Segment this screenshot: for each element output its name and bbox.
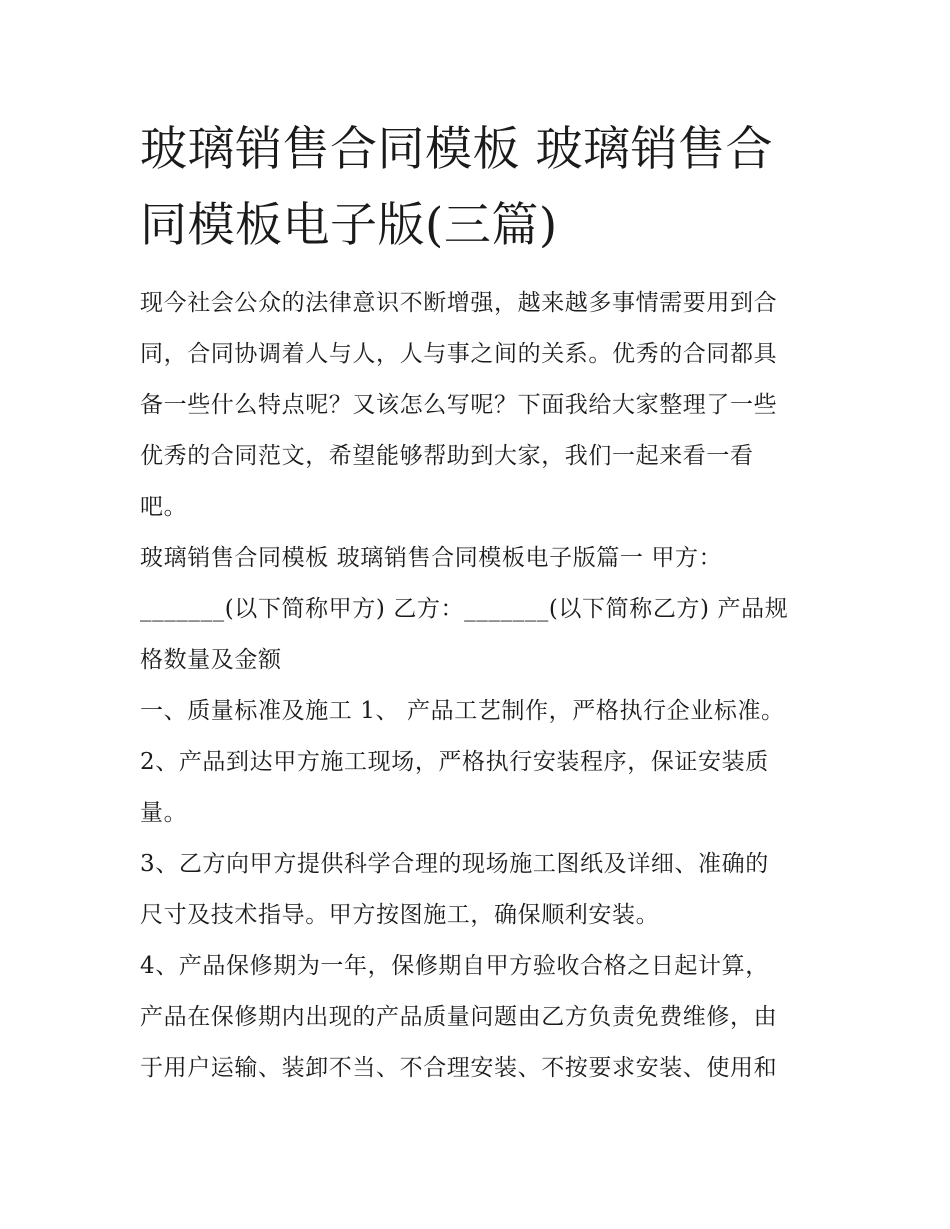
- text-line: 3、乙方向甲方提供科学合理的现场施工图纸及详细、准确的: [140, 851, 769, 877]
- text-line: 吧。: [140, 494, 188, 520]
- text-line: _______(以下简称甲方) 乙方：_______(以下简称乙方) 产品规: [140, 596, 789, 622]
- text-line: 4、产品保修期为一年，保修期自甲方验收合格之日起计算，: [140, 953, 769, 979]
- section-heading-paragraph: [140, 533, 820, 686]
- text-line: 一、质量标准及施工 1、 产品工艺制作，严格执行企业标准。: [140, 698, 785, 724]
- document-body: [140, 112, 820, 1094]
- document-title: [140, 112, 820, 264]
- title-line: 同模板电子版(三篇): [140, 198, 558, 253]
- text-line: 格数量及金额: [140, 647, 282, 673]
- text-line: 产品在保修期内出现的产品质量问题由乙方负责免费维修，由: [140, 1004, 778, 1030]
- text-line: 玻璃销售合同模板 玻璃销售合同模板电子版篇一 甲方：: [140, 545, 723, 571]
- text-line: 同，合同协调着人与人，人与事之间的关系。优秀的合同都具: [140, 341, 778, 367]
- text-line: 优秀的合同范文，希望能够帮助到大家，我们一起来看一看: [140, 443, 754, 469]
- text-line: 量。: [140, 800, 188, 826]
- text-line: 尺寸及技术指导。甲方按图施工，确保顺利安装。: [140, 902, 660, 928]
- clauses: [140, 686, 820, 1094]
- text-line: 于用户运输、装卸不当、不合理安装、不按要求安装、使用和: [140, 1055, 778, 1081]
- text-line: 2、产品到达甲方施工现场，严格执行安装程序，保证安装质: [140, 749, 769, 775]
- text-line: 现今社会公众的法律意识不断增强，越来越多事情需要用到合: [140, 290, 778, 316]
- title-line: 玻璃销售合同模板 玻璃销售合: [140, 122, 773, 177]
- intro-paragraph: [140, 278, 820, 533]
- text-line: 备一些什么特点呢？又该怎么写呢？下面我给大家整理了一些: [140, 392, 778, 418]
